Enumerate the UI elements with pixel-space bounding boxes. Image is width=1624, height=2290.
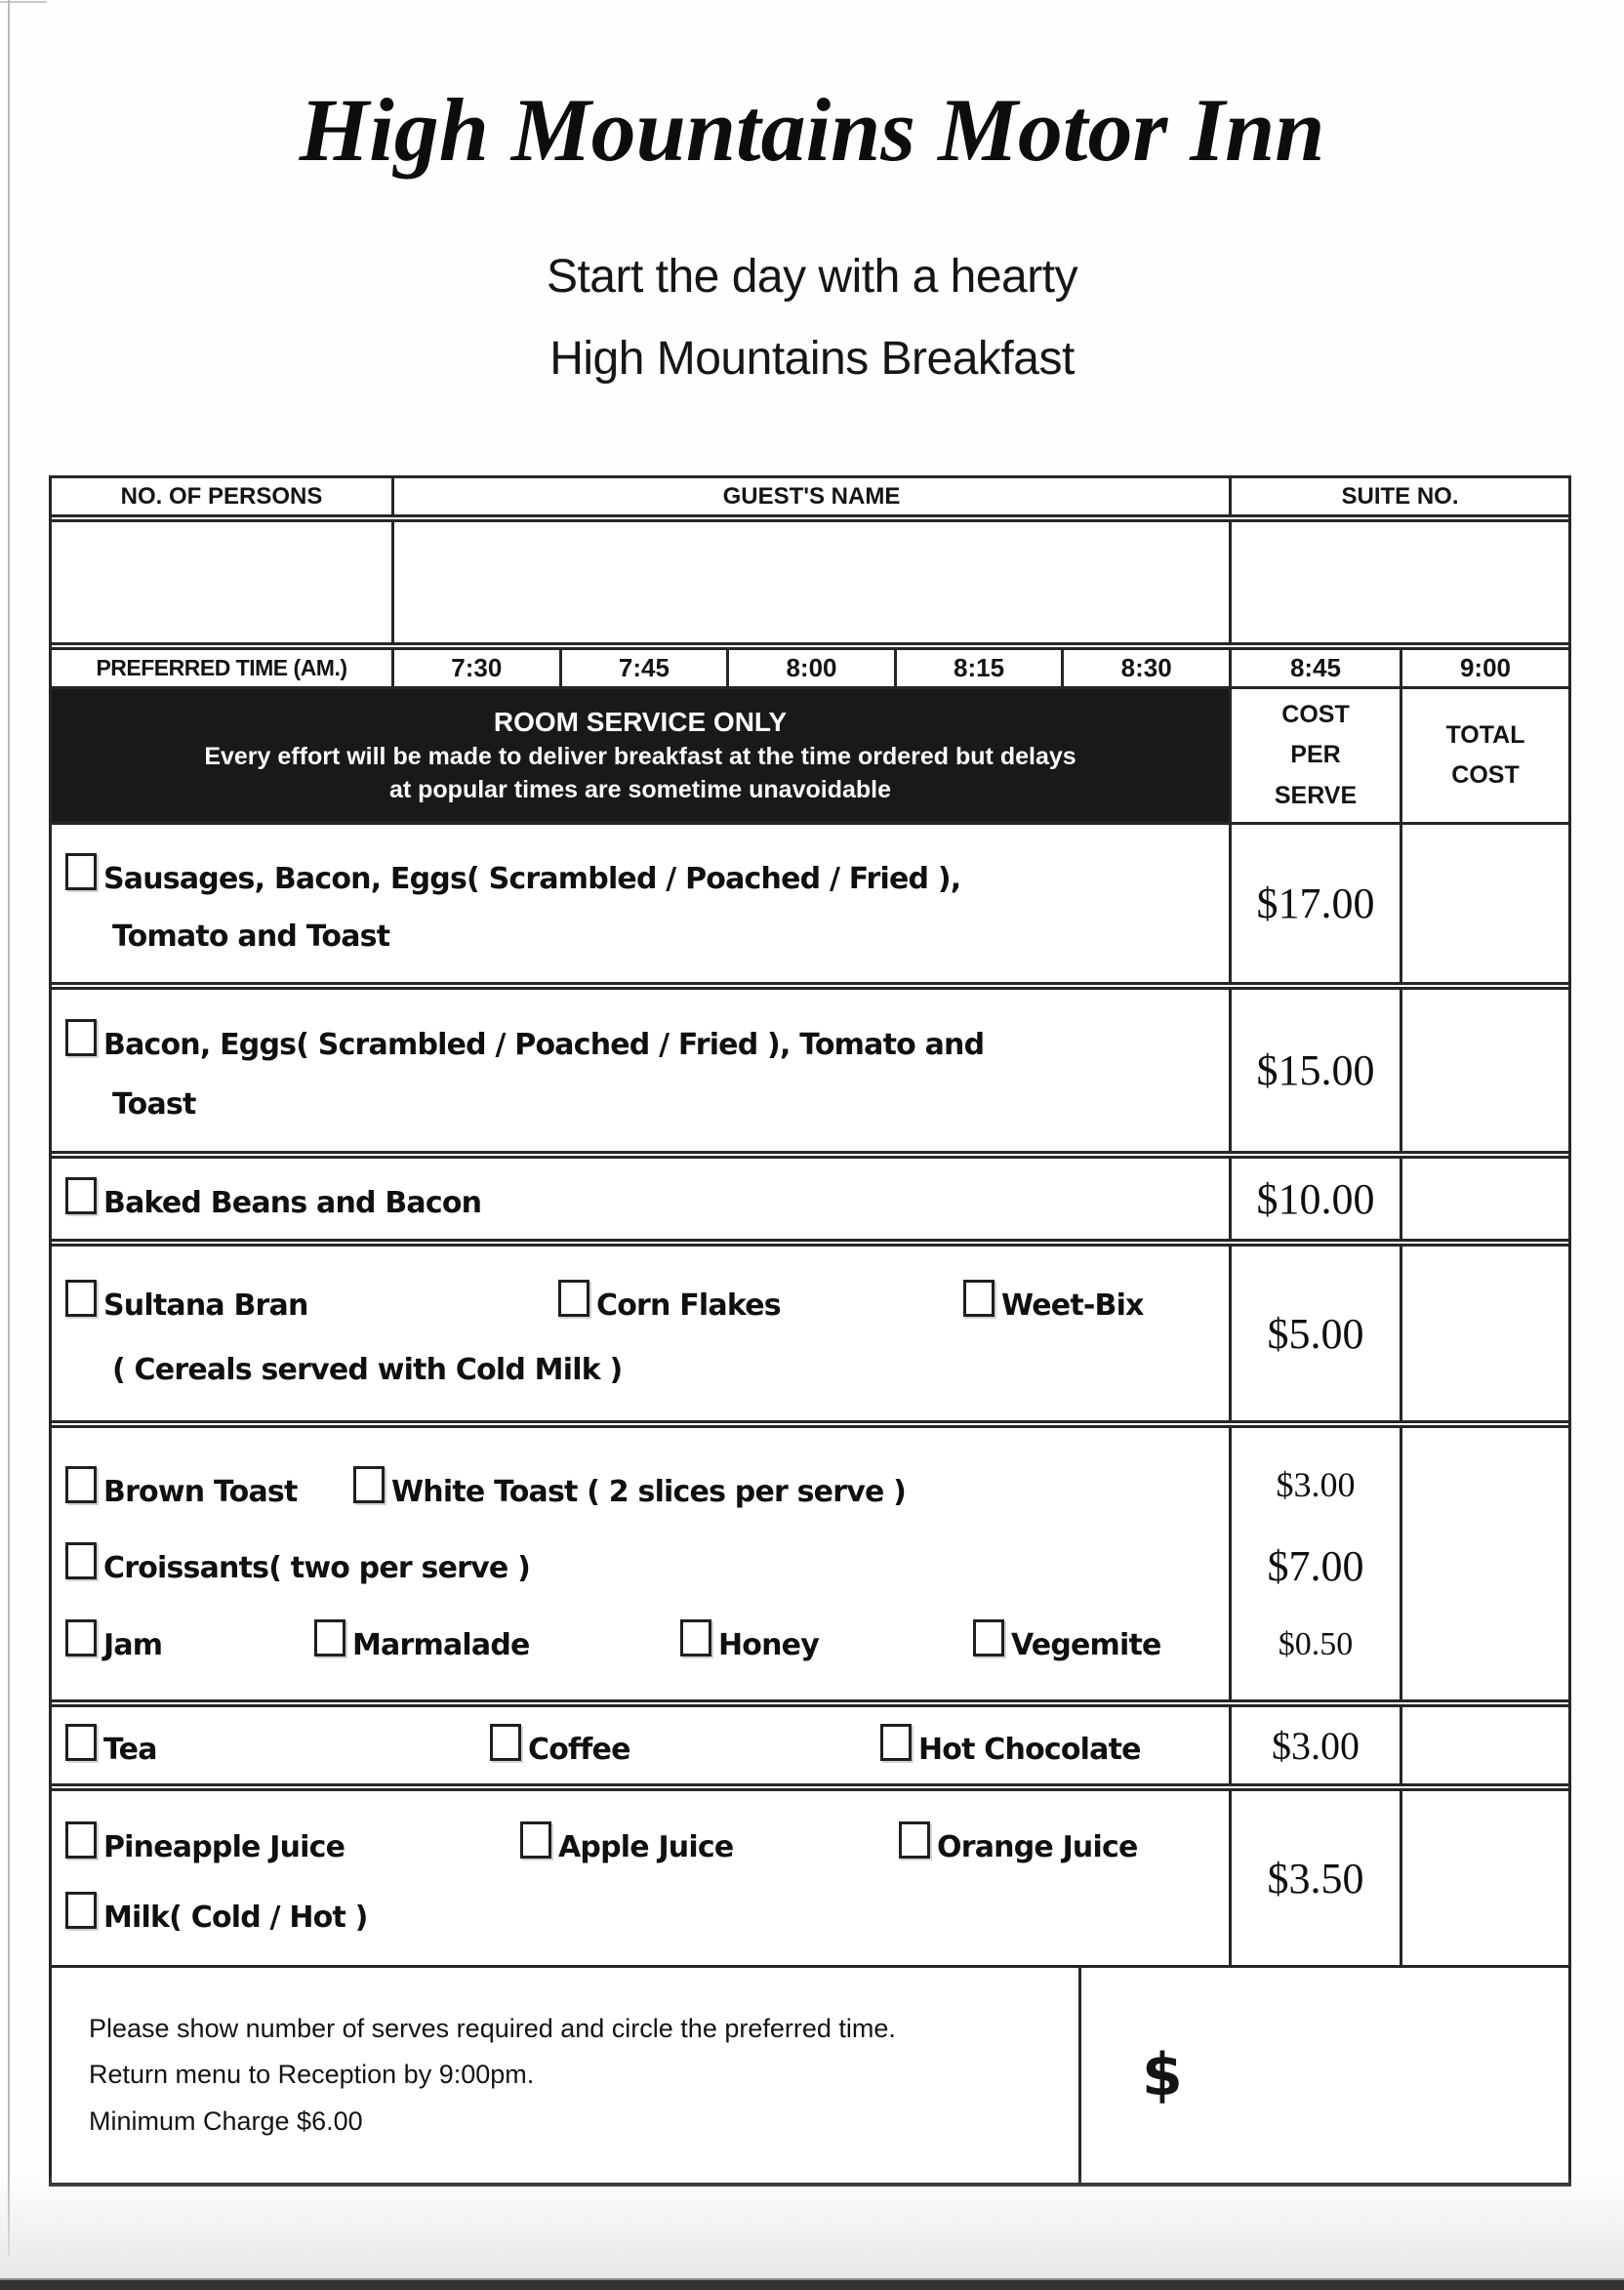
preferred-time-label: PREFERRED TIME (AM.) <box>52 650 394 686</box>
banner-note-2: at popular times are sometime unavoidable <box>388 776 892 803</box>
time-option-7-30[interactable]: 7:30 <box>394 650 562 686</box>
cost-per-serve-cell <box>1232 1247 1402 1420</box>
menu-item-label-pineapple-juice: Pineapple Juice <box>103 1830 345 1865</box>
checkbox-coffee[interactable] <box>490 1724 521 1761</box>
checkbox-apple-juice[interactable] <box>520 1821 551 1859</box>
page-bottom-shadow <box>0 2173 1624 2280</box>
cost-per-serve-cell <box>1232 1791 1402 1965</box>
checkbox-tea[interactable] <box>65 1724 97 1761</box>
checkbox-honey[interactable] <box>680 1619 711 1656</box>
total-cost-cell[interactable] <box>1402 825 1568 982</box>
total-cost-cell[interactable] <box>1402 1428 1568 1699</box>
col-header-no-of-persons: NO. OF PERSONS <box>52 478 394 514</box>
time-option-9-00[interactable]: 9:00 <box>1459 653 1511 682</box>
menu-item-label-bacon-eggs-scrambled-poached-fried-tomato-and: Bacon, Eggs( Scrambled / Poached / Fried ), Tomato and <box>103 1028 985 1062</box>
price-17-00: $17.00 <box>1256 879 1375 927</box>
checkbox-sultana-bran[interactable] <box>65 1280 97 1317</box>
menu-row-items <box>52 1428 1232 1699</box>
time-option-7-45[interactable]: 7:45 <box>562 650 730 686</box>
checkbox-pineapple-juice[interactable] <box>65 1821 97 1859</box>
menu-item-label-vegemite: Vegemite <box>1011 1627 1161 1662</box>
checkbox-hot-chocolate[interactable] <box>880 1724 912 1761</box>
time-option-8-45[interactable]: 8:45 <box>1232 650 1402 686</box>
menu-item-label-brown-toast: Brown Toast <box>103 1474 298 1509</box>
guests-name-field[interactable] <box>394 522 1232 642</box>
menu-row-1 <box>52 825 1568 990</box>
total-cost-cell[interactable] <box>1402 1791 1568 1965</box>
suite-no-field[interactable] <box>1232 522 1568 642</box>
banner-note-1: Every effort will be made to deliver breakfast at the time ordered but delays <box>204 743 1076 770</box>
time-option-8-00[interactable]: 8:00 <box>729 650 897 686</box>
menu-item-label-croissants-two-per-serve: Croissants( two per serve ) <box>103 1551 530 1585</box>
total-cost-cell[interactable] <box>1402 990 1568 1151</box>
dollar-sign: $ <box>1142 2041 1183 2109</box>
subtitle-line-1: Start the day with a hearty <box>546 251 1078 303</box>
price-3-00: $3.00 <box>1272 1723 1360 1768</box>
menu-item-label-coffee: Coffee <box>528 1733 630 1767</box>
price-5-00: $5.00 <box>1267 1309 1364 1358</box>
subtitle-line-2: High Mountains Breakfast <box>549 333 1075 385</box>
menu-item-label-weet-bix: Weet-Bix <box>1001 1288 1144 1324</box>
page-title: High Mountains Motor Inn <box>299 80 1325 180</box>
checkbox-brown-toast[interactable] <box>65 1466 97 1503</box>
preferred-time-row <box>52 650 1568 689</box>
banner-title: ROOM SERVICE ONLY <box>493 707 788 737</box>
menu-item-label-jam: Jam <box>103 1627 163 1662</box>
menu-item-label-corn-flakes: Corn Flakes <box>596 1288 781 1324</box>
col-header-cost-per-serve <box>1232 689 1402 822</box>
menu-item-label-marmalade: Marmalade <box>352 1627 530 1662</box>
footer-instruction-2: Return menu to Reception by 9:00pm. <box>89 2060 535 2090</box>
menu-row-items <box>52 1791 1232 1965</box>
checkbox-croissants-two-per-serve[interactable] <box>65 1542 97 1579</box>
cost-per-serve-cell <box>1232 1159 1402 1239</box>
menu-item-label-hot-chocolate: Hot Chocolate <box>918 1733 1141 1767</box>
order-form-table <box>49 475 1571 2187</box>
checkbox-corn-flakes[interactable] <box>558 1280 589 1317</box>
cost-header-word: SERVE <box>1274 781 1358 809</box>
menu-row-items <box>52 1247 1232 1420</box>
checkbox-orange-juice[interactable] <box>899 1821 930 1859</box>
menu-item-label-sultana-bran: Sultana Bran <box>103 1288 308 1324</box>
no-of-persons-field[interactable] <box>52 522 394 642</box>
menu-item-label-baked-beans-and-bacon: Baked Beans and Bacon <box>103 1186 482 1220</box>
menu-row-2 <box>52 990 1568 1159</box>
time-option-8-30[interactable]: 8:30 <box>1064 650 1232 686</box>
room-service-banner-row <box>52 689 1568 825</box>
footer-instruction-3: Minimum Charge $6.00 <box>89 2106 363 2136</box>
cost-header-word: PER <box>1290 741 1341 769</box>
checkbox-jam[interactable] <box>65 1619 97 1656</box>
grand-total-cell[interactable] <box>1081 1968 1568 2183</box>
checkbox-bacon-eggs-scrambled-poached-fried-tomato-and[interactable] <box>65 1019 97 1056</box>
menu-item-label-tomato-and-toast: Tomato and Toast <box>112 920 390 955</box>
menu-item-label-orange-juice: Orange Juice <box>937 1830 1138 1865</box>
window-bottom-bar <box>0 2280 1624 2290</box>
col-header-guests-name: GUEST'S NAME <box>394 478 1232 514</box>
total-cost-cell[interactable] <box>1402 1247 1568 1420</box>
menu-row-items <box>52 825 1232 982</box>
checkbox-vegemite[interactable] <box>973 1619 1004 1656</box>
menu-row-items <box>52 1159 1232 1239</box>
total-cost-cell[interactable] <box>1402 1707 1568 1783</box>
cost-per-serve-cell <box>1232 1428 1402 1699</box>
price-10-00: $10.00 <box>1256 1174 1375 1223</box>
cost-per-serve-cell <box>1232 1707 1402 1783</box>
price-7-00: $7.00 <box>1267 1541 1364 1590</box>
price-15-00: $15.00 <box>1256 1046 1375 1094</box>
checkbox-white-toast-2-slices-per-serve[interactable] <box>353 1466 385 1503</box>
menu-row-6 <box>52 1707 1568 1791</box>
menu-item-label-tea: Tea <box>103 1733 157 1767</box>
menu-row-7 <box>52 1791 1568 1968</box>
menu-row-4 <box>52 1247 1568 1428</box>
time-option-8-15[interactable]: 8:15 <box>897 650 1065 686</box>
price-0-50: $0.50 <box>1278 1626 1354 1663</box>
footer-instruction-1: Please show number of serves required and circle the preferred time. <box>89 2014 896 2044</box>
guest-info-entry-row <box>52 522 1568 650</box>
checkbox-milk-cold-hot[interactable] <box>65 1892 97 1929</box>
room-service-banner <box>52 689 1232 822</box>
col-header-suite-no: SUITE NO. <box>1341 482 1459 510</box>
checkbox-marmalade[interactable] <box>314 1619 345 1656</box>
guest-info-header-row <box>52 478 1568 522</box>
footer-instructions <box>52 1968 1081 2183</box>
menu-item-label-sausages-bacon-eggs-scrambled-poached-fried: Sausages, Bacon, Eggs( Scrambled / Poached / Fried ), <box>103 861 961 896</box>
menu-item-label-toast: Toast <box>112 1087 196 1122</box>
col-header-total-cost <box>1402 689 1568 822</box>
price-3-00: $3.00 <box>1276 1464 1356 1504</box>
footer-row <box>52 1968 1568 2183</box>
cost-header-word: COST <box>1281 701 1350 729</box>
cost-per-serve-cell <box>1232 825 1402 982</box>
checkbox-weet-bix[interactable] <box>963 1280 995 1317</box>
checkbox-sausages-bacon-eggs-scrambled-poached-fried[interactable] <box>65 853 97 890</box>
cost-per-serve-cell <box>1232 990 1402 1151</box>
menu-row-items <box>52 990 1232 1151</box>
price-3-50: $3.50 <box>1267 1854 1364 1902</box>
menu-item-label-cereals-served-with-cold-milk: ( Cereals served with Cold Milk ) <box>112 1352 623 1387</box>
menu-item-label-honey: Honey <box>718 1627 819 1662</box>
menu-row-items <box>52 1707 1232 1783</box>
total-header-word: TOTAL <box>1445 720 1525 749</box>
menu-item-label-white-toast-2-slices-per-serve: White Toast ( 2 slices per serve ) <box>391 1474 907 1509</box>
menu-item-label-milk-cold-hot: Milk( Cold / Hot ) <box>103 1900 368 1935</box>
page-subtitle <box>0 236 1624 400</box>
menu-row-3 <box>52 1159 1568 1247</box>
total-header-word: COST <box>1451 761 1520 789</box>
total-cost-cell[interactable] <box>1402 1159 1568 1239</box>
menu-item-label-apple-juice: Apple Juice <box>558 1830 734 1865</box>
menu-row-5 <box>52 1428 1568 1707</box>
checkbox-baked-beans-and-bacon[interactable] <box>65 1177 97 1214</box>
